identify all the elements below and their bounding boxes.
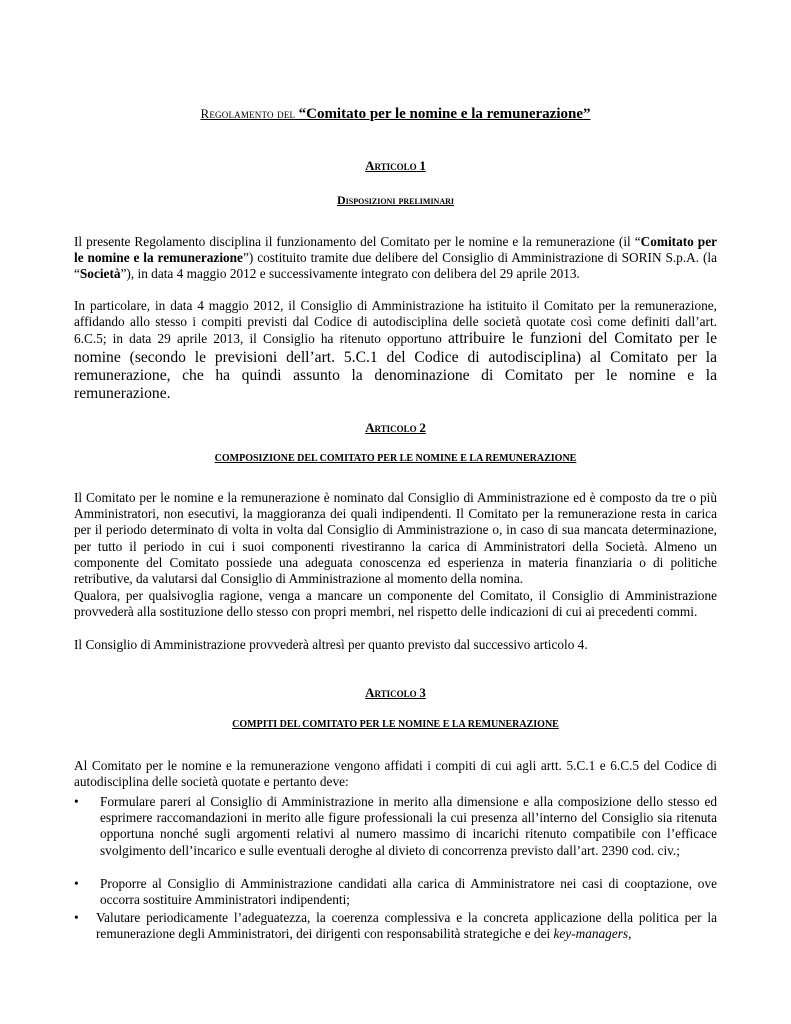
article-3-word: Articolo [365, 685, 417, 700]
title-quote-close: ” [583, 106, 591, 122]
article-2-subheading: COMPOSIZIONE DEL COMITATO PER LE NOMINE E LA REMUNERAZIONE [214, 453, 577, 464]
article-3-bullet-3 [96, 910, 717, 942]
a1p1-text-a: Il presente Regolamento disciplina il funzionamento del Comitato per le nomine e la remunerazione (il “ [74, 234, 641, 249]
a1p1-text-c: ”) costituito tramite due delibere del Consiglio di Amministrazione di SORIN S.p.A. (la “ [74, 250, 717, 282]
a3b3-text-c: , [628, 926, 632, 942]
a3b3-text-a: Valutare periodicamente l’adeguatezza, la coerenza complessiva e la concreta applicazione della politica per la remunerazione degli Amministratori, dei dirigenti con responsabilità strategiche e dei [96, 910, 717, 942]
article-3-number: 3 [419, 685, 426, 700]
article-1-heading [74, 158, 717, 174]
article-1-subheading: Disposizioni preliminari [336, 193, 455, 207]
bullet-2-marker: • [74, 876, 79, 891]
article-2-word: Articolo [365, 420, 417, 435]
a1p1-committee-name: Comitato per le nomine e la remunerazione [74, 234, 718, 266]
title-prefix: Regolamento del [200, 106, 296, 121]
a1p1-text-e: ”), in data 4 maggio 2012 e successivamente integrato con delibera del 29 aprile 2013. [120, 266, 580, 282]
article-2-number: 2 [419, 420, 426, 435]
title-name: Comitato per le nomine e la remunerazione [306, 106, 584, 122]
article-2-paragraph-1: Il Comitato per le nomine e la remunerazione è nominato dal Consiglio di Amministrazione ed è composto da tre o più Amministratori, non esecutivi, la maggioranza dei quali indipendenti. Il Comitato per la remunerazione resta in carica per il periodo determinato di volta in volta dal Consiglio di Amministrazione o, in caso di sua mancata determinazione, per tutto il periodo in cui i suoi componenti rivestiranno la carica di Amministratori della Società. Almeno un componente del Comitato possiede una adeguata conoscenza ed esperienza in materia finanziaria o di politiche retributive, da valutarsi dal Consiglio di Amministrazione al momento della nomina. [74, 490, 717, 587]
bullet-1-marker: • [74, 794, 79, 809]
a1p2-text-large: attribuire le funzioni del Comitato per le nomine (secondo le previsioni dell’art. 5.C.1 del Codice di autodisciplina) al Comitato per la remunerazione, che ha quindi assunto la denominazione di Comitato per le nomine e la remunerazione. [74, 330, 717, 403]
title-quote-open: “ [298, 106, 307, 122]
a3b3-key-managers: key-managers [553, 926, 629, 942]
article-3-bullet-2: Proporre al Consiglio di Amministrazione candidati alla carica di Amministratore nei casi di cooptazione, ove occorra sostituire Amministratori indipendenti; [100, 876, 717, 908]
a1p2-text-small: In particolare, in data 4 maggio 2012, il Consiglio di Amministrazione ha istituito il Comitato per la remunerazione, affidando allo stesso i compiti previsti dal Codice di autodisciplina delle società quotate così come definiti dall’art. 6.C.5; in data 29 aprile 2013, il Consiglio ha ritenuto opportuno [74, 298, 717, 347]
article-2-paragraph-3: Il Consiglio di Amministrazione provvederà altresì per quanto previsto dal successivo articolo 4. [74, 637, 588, 652]
article-3-subheading: COMPITI DEL COMITATO PER LE NOMINE E LA REMUNERAZIONE [232, 719, 559, 730]
bullet-3-marker: • [74, 910, 79, 925]
article-1-paragraph-1 [74, 234, 717, 283]
article-2-paragraph-2: Qualora, per qualsivoglia ragione, venga a mancare un componente del Comitato, il Consiglio di Amministrazione provvederà alla sostituzione dello stesso con propri membri, nel rispetto delle indicazioni di cui ai precedenti commi. [74, 588, 717, 620]
a1p1-company: Società [79, 266, 121, 282]
article-3-intro: Al Comitato per le nomine e la remunerazione vengono affidati i compiti di cui agli artt. 5.C.1 e 6.C.5 del Codice di autodisciplina delle società quotate e pertanto deve: [74, 758, 717, 790]
document-title [74, 106, 717, 123]
article-1-paragraph-2 [74, 298, 717, 403]
article-3-heading [74, 685, 717, 701]
article-1-number: 1 [419, 158, 426, 173]
article-3-bullet-1: Formulare pareri al Consiglio di Amministrazione in merito alla dimensione e alla composizione dello stesso ed esprimere raccomandazioni in merito alle figure professionali la cui presenza all’interno del Consiglio sia ritenuta opportuna nonché sugli argomenti relativi al numero massimo di incarichi ritenuto compatibile con l’efficace svolgimento dell’incarico e sulle eventuali deroghe al divieto di concorrenza previsto dall’art. 2390 cod. civ.; [100, 794, 717, 858]
article-1-word: Articolo [365, 158, 417, 173]
article-2-heading [74, 420, 717, 436]
